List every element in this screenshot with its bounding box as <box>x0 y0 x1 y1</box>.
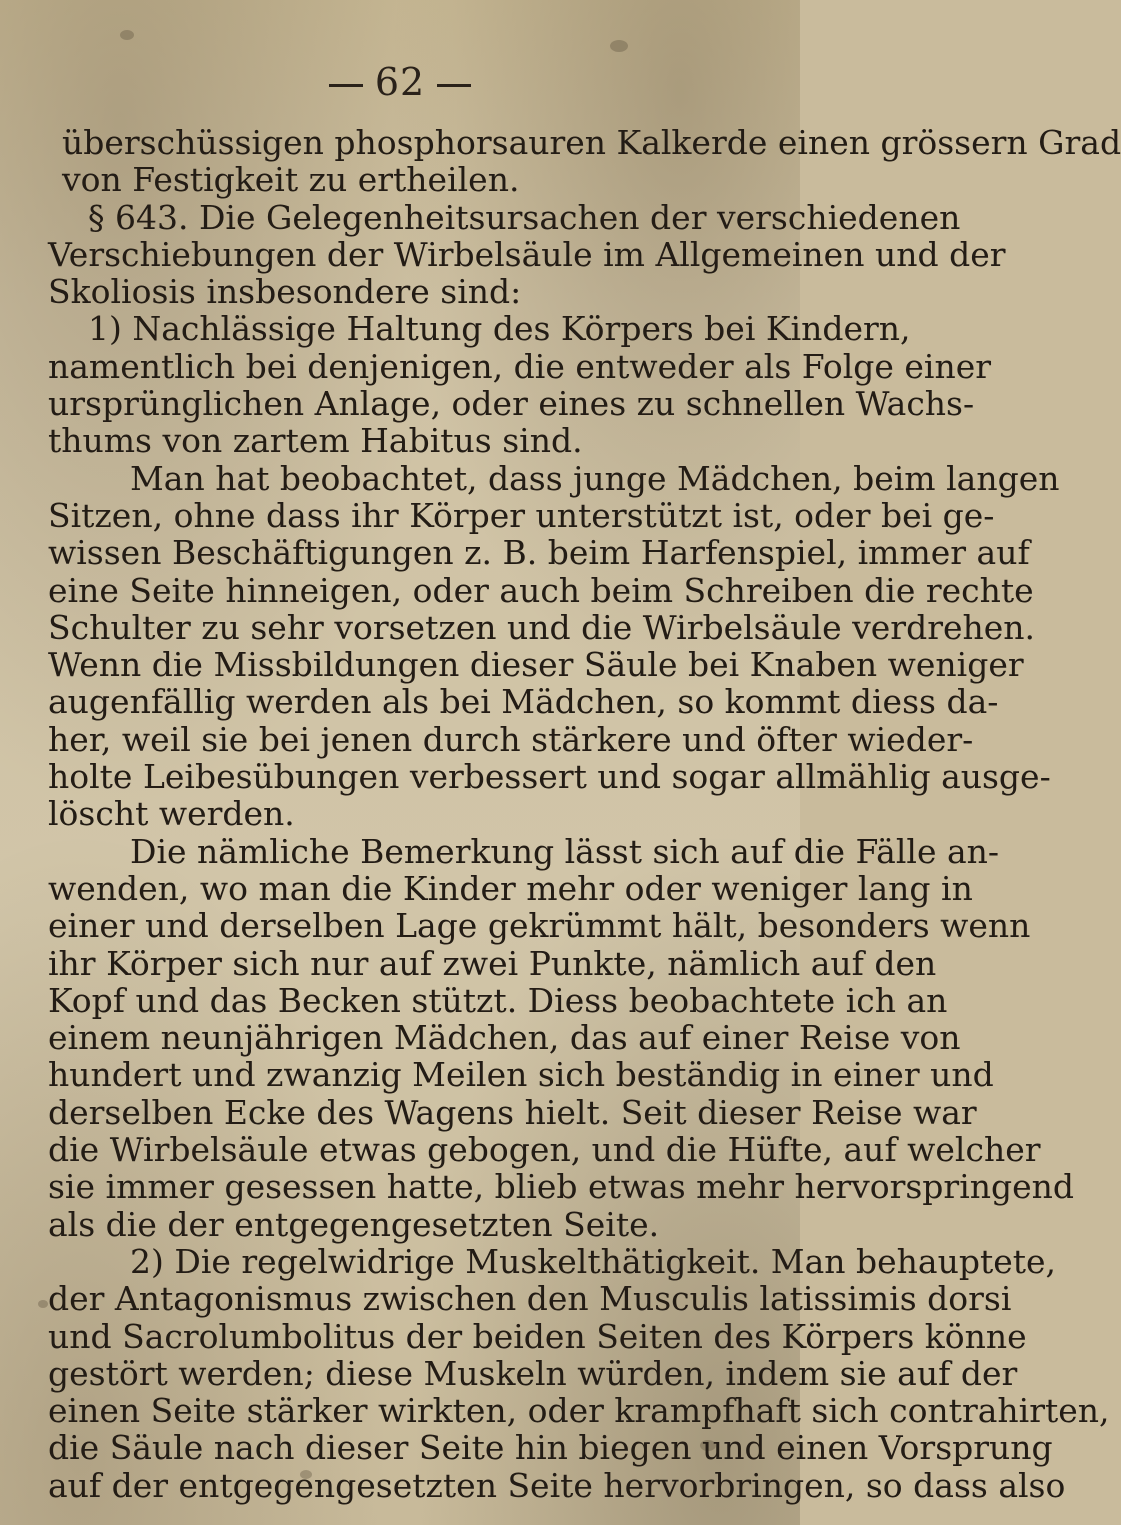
text-line: augenfällig werden als bei Mädchen, so kommt diess da- <box>48 682 999 722</box>
text-line: löscht werden. <box>48 794 295 834</box>
text-line: der Antagonismus zwischen den Musculis latissimis dorsi <box>48 1279 1012 1319</box>
text-line: wenden, wo man die Kinder mehr oder weniger lang in <box>48 868 973 908</box>
text-line: Sitzen, ohne dass ihr Körper unterstützt ist, oder bei ge- <box>48 495 995 535</box>
text-line: und Sacrolumbolitus der beiden Seiten des Körpers könne <box>48 1316 1027 1356</box>
text-line: die Säule nach dieser Seite hin biegen und einen Vorsprung <box>48 1428 1053 1468</box>
text-line: Verschiebungen der Wirbelsäule im Allgemeinen und der <box>48 234 1006 274</box>
text-line: her, weil sie bei jenen durch stärkere und öfter wieder- <box>48 719 974 759</box>
foxing-stain <box>610 40 628 52</box>
section-heading-line: § 643. Die Gelegenheitsursachen der verschiedenen <box>88 197 961 237</box>
text-line: hundert und zwanzig Meilen sich beständig in einer und <box>48 1055 994 1095</box>
text-line: einen Seite stärker wirkten, oder krampfhaft sich contrahirten, <box>48 1391 1110 1431</box>
text-line: wissen Beschäftigungen z. B. beim Harfenspiel, immer auf <box>48 533 1030 573</box>
text-line: derselben Ecke des Wagens hielt. Seit dieser Reise war <box>48 1092 977 1132</box>
text-line: 1) Nachlässige Haltung des Körpers bei Kindern, <box>88 309 911 349</box>
text-line: einem neunjährigen Mädchen, das auf einer Reise von <box>48 1018 961 1058</box>
text-line: ihr Körper sich nur auf zwei Punkte, nämlich auf den <box>48 943 937 983</box>
text-line: Wenn die Missbildungen dieser Säule bei Knaben weniger <box>48 645 1024 685</box>
body-text <box>48 123 1121 1505</box>
text-line: von Festigkeit zu ertheilen. <box>62 160 520 200</box>
foxing-stain <box>120 30 134 40</box>
text-line: Kopf und das Becken stützt. Diess beobachtete ich an <box>48 980 948 1020</box>
text-line: überschüssigen phosphorsauren Kalkerde einen grössern Grad <box>62 123 1121 162</box>
page-number-dash-right <box>437 84 471 87</box>
text-line: holte Leibesübungen verbessert und sogar allmählig ausge- <box>48 757 1051 797</box>
text-line: Skoliosis insbesondere sind: <box>48 272 522 312</box>
text-line: Schulter zu sehr vorsetzen und die Wirbelsäule verdrehen. <box>48 607 1036 647</box>
text-line: als die der entgegengesetzten Seite. <box>48 1204 660 1244</box>
text-line: 2) Die regelwidrige Muskelthätigkeit. Man behauptete, <box>130 1241 1057 1281</box>
text-line: gestört werden; diese Muskeln würden, indem sie auf der <box>48 1353 1018 1393</box>
text-line: thums von zartem Habitus sind. <box>48 421 583 461</box>
text-line: auf der entgegengesetzten Seite hervorbringen, so dass also <box>48 1465 1066 1505</box>
page-number-dash-left <box>329 84 363 87</box>
text-line: eine Seite hinneigen, oder auch beim Schreiben die rechte <box>48 570 1034 610</box>
text-line: Man hat beobachtet, dass junge Mädchen, beim langen <box>130 458 1060 498</box>
foxing-stain <box>38 1300 48 1308</box>
page-number <box>0 60 800 104</box>
text-line: einer und derselben Lage gekrümmt hält, besonders wenn <box>48 906 1031 946</box>
text-line: ursprünglichen Anlage, oder eines zu schnellen Wachs- <box>48 384 975 424</box>
text-line: sie immer gesessen hatte, blieb etwas mehr hervorspringend <box>48 1167 1075 1207</box>
text-line: die Wirbelsäule etwas gebogen, und die Hüfte, auf welcher <box>48 1130 1041 1170</box>
page-number-value: 62 <box>374 60 426 104</box>
text-line: Die nämliche Bemerkung lässt sich auf die Fälle an- <box>130 831 1000 871</box>
text-line: namentlich bei denjenigen, die entweder als Folge einer <box>48 346 992 386</box>
